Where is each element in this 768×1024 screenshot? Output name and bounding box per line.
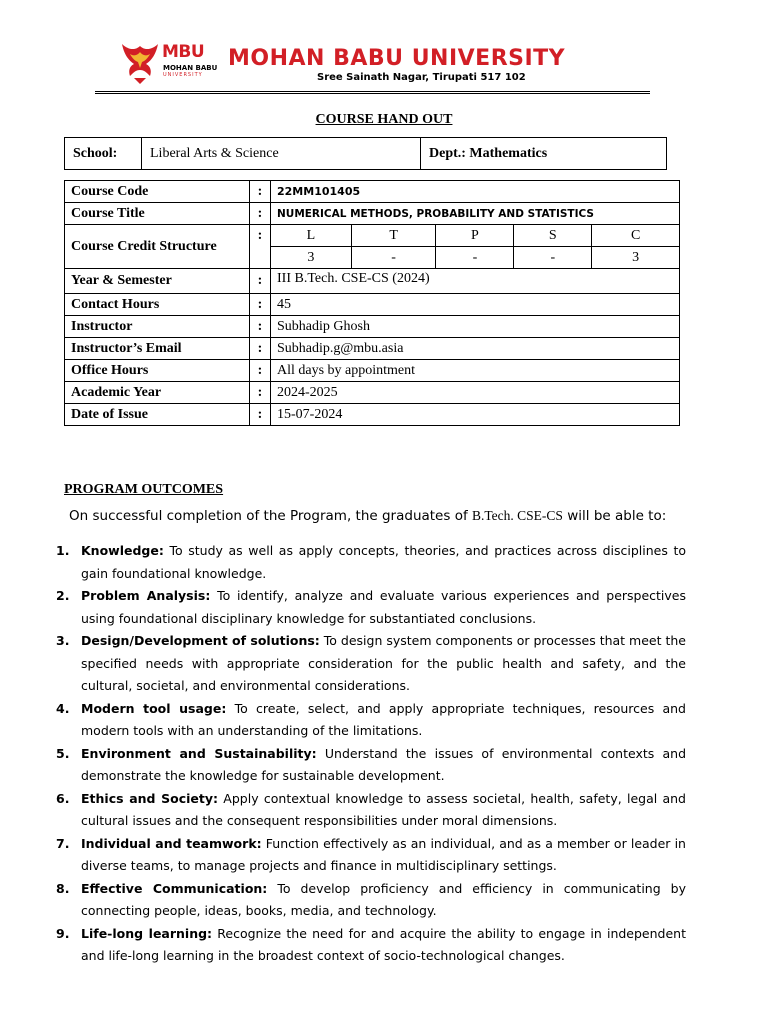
credit-value: - [351,247,436,269]
list-item [56,788,686,833]
item-text: Recognize the need for and acquire the ability to engage in independent and life-long learning in the broadest context of socio-technological changes. [81,925,686,963]
program-outcomes-heading: PROGRAM OUTCOMES [64,482,224,497]
table-row [65,225,680,269]
office-hours-label: Office Hours [65,360,250,382]
academic-year-label: Academic Year [65,382,250,404]
item-text: To study as well as apply concepts, theories, and practices across disciplines to gain foundational knowledge. [81,543,686,581]
table-row [65,382,680,404]
item-text: To design system components or processes that meet the specified needs with appropriate consideration for the public health and safety, and the cultural, societal, and environmental considerations. [81,633,686,693]
intro-text-end: will be able to: [562,508,667,524]
letterhead [120,40,655,92]
item-number: 8. [56,880,70,896]
course-code-label: Course Code [65,181,250,203]
list-item [56,585,686,630]
credit-header: S [514,225,592,247]
instructor-label: Instructor [65,316,250,338]
course-details-table [64,180,680,426]
item-number: 3. [56,633,70,648]
separator: : [250,225,271,269]
phoenix-emblem-icon [120,42,160,86]
item-title: Design/Development of solutions: [81,633,320,648]
separator: : [250,316,271,338]
item-text: To create, select, and apply appropriate techniques, resources and modern tools with an understanding of the limitations. [81,700,686,738]
credit-value: - [436,247,514,269]
list-item [56,833,686,878]
item-text: Apply contextual knowledge to assess societal, health, safety, legal and cultural issues and the consequent responsibilities under moral dimensions. [81,790,686,828]
year-semester-label: Year & Semester [65,269,250,294]
office-hours-value: All days by appointment [271,360,680,382]
school-table [64,137,667,170]
credit-value: 3 [592,247,679,269]
item-number: 6. [56,790,70,806]
item-title: Modern tool usage: [81,700,227,716]
logo-subtitle: MOHAN BABU [163,64,218,72]
separator: : [250,269,271,294]
credit-structure-label: Course Credit Structure [65,225,250,269]
department: Dept.: Mathematics [421,138,667,170]
separator: : [250,294,271,316]
credit-structure-cell [271,225,680,269]
date-of-issue-value: 15-07-2024 [271,404,680,426]
table-row [65,338,680,360]
item-number: 1. [56,543,70,558]
school-value: Liberal Arts & Science [142,138,421,170]
credit-header: P [436,225,514,247]
item-title: Environment and Sustainability: [81,745,317,761]
contact-hours-value: 45 [271,294,680,316]
university-logo [120,40,220,88]
table-row [65,294,680,316]
program-outcomes-list [56,540,686,968]
separator: : [250,404,271,426]
item-title: Life-long learning: [81,925,213,941]
credit-header: C [592,225,679,247]
intro-program-name: B.Tech. CSE-CS [472,508,563,523]
table-row [65,316,680,338]
program-outcomes-intro [69,508,689,524]
item-title: Effective Communication: [81,880,268,896]
item-number: 7. [56,835,70,851]
year-semester-value: III B.Tech. CSE-CS (2024) [271,269,680,294]
credit-value: 3 [271,247,351,269]
logo-subtitle-2: UNIVERSITY [163,72,203,78]
instructor-email-label: Instructor’s Email [65,338,250,360]
course-title-label: Course Title [65,203,250,225]
list-item [56,743,686,788]
list-item [56,630,686,698]
credit-structure-table [271,225,679,268]
date-of-issue-label: Date of Issue [65,404,250,426]
credit-header: L [271,225,351,247]
header-divider [95,91,650,94]
item-title: Knowledge: [81,543,164,558]
credit-value: - [514,247,592,269]
table-row [65,404,680,426]
item-number: 2. [56,588,70,603]
item-text: To identify, analyze and evaluate various experiences and perspectives using foundational disciplinary knowledge for substantiated conclusions. [81,588,687,626]
item-number: 4. [56,700,70,716]
item-text: Understand the issues of environmental contexts and demonstrate the knowledge for sustainable development. [81,745,686,783]
table-row [65,181,680,203]
list-item [56,540,686,585]
list-item [56,698,686,743]
credit-header: T [351,225,436,247]
separator: : [250,382,271,404]
instructor-email-value: Subhadip.g@mbu.asia [271,338,680,360]
table-row [65,269,680,294]
separator: : [250,338,271,360]
table-row [65,360,680,382]
intro-text-start: On successful completion of the Program, the graduates of [69,508,472,524]
list-item [56,923,686,968]
document-title: COURSE HAND OUT [315,112,453,127]
item-text: To develop proficiency and efficiency in communicating by connecting people, ideas, books, media, and technology. [81,880,686,918]
item-title: Individual and teamwork: [81,835,262,851]
item-number: 9. [56,925,70,941]
contact-hours-label: Contact Hours [65,294,250,316]
instructor-value: Subhadip Ghosh [271,316,680,338]
school-label: School: [65,138,142,170]
item-title: Ethics and Society: [81,790,219,806]
item-title: Problem Analysis: [81,588,211,603]
table-row [65,203,680,225]
list-item [56,878,686,923]
academic-year-value: 2024-2025 [271,382,680,404]
separator: : [250,360,271,382]
course-code-value: 22MM101405 [271,181,680,203]
separator: : [250,181,271,203]
university-name: MOHAN BABU UNIVERSITY [228,46,566,71]
item-number: 5. [56,745,70,761]
university-address: Sree Sainath Nagar, Tirupati 517 102 [317,72,526,83]
logo-mbu-text: MBU [162,42,205,62]
item-text: Function effectively as an individual, and as a member or leader in diverse teams, to manage projects and finance in multidisciplinary settings. [81,835,686,873]
separator: : [250,203,271,225]
course-title-value: NUMERICAL METHODS, PROBABILITY AND STATISTICS [271,203,680,225]
